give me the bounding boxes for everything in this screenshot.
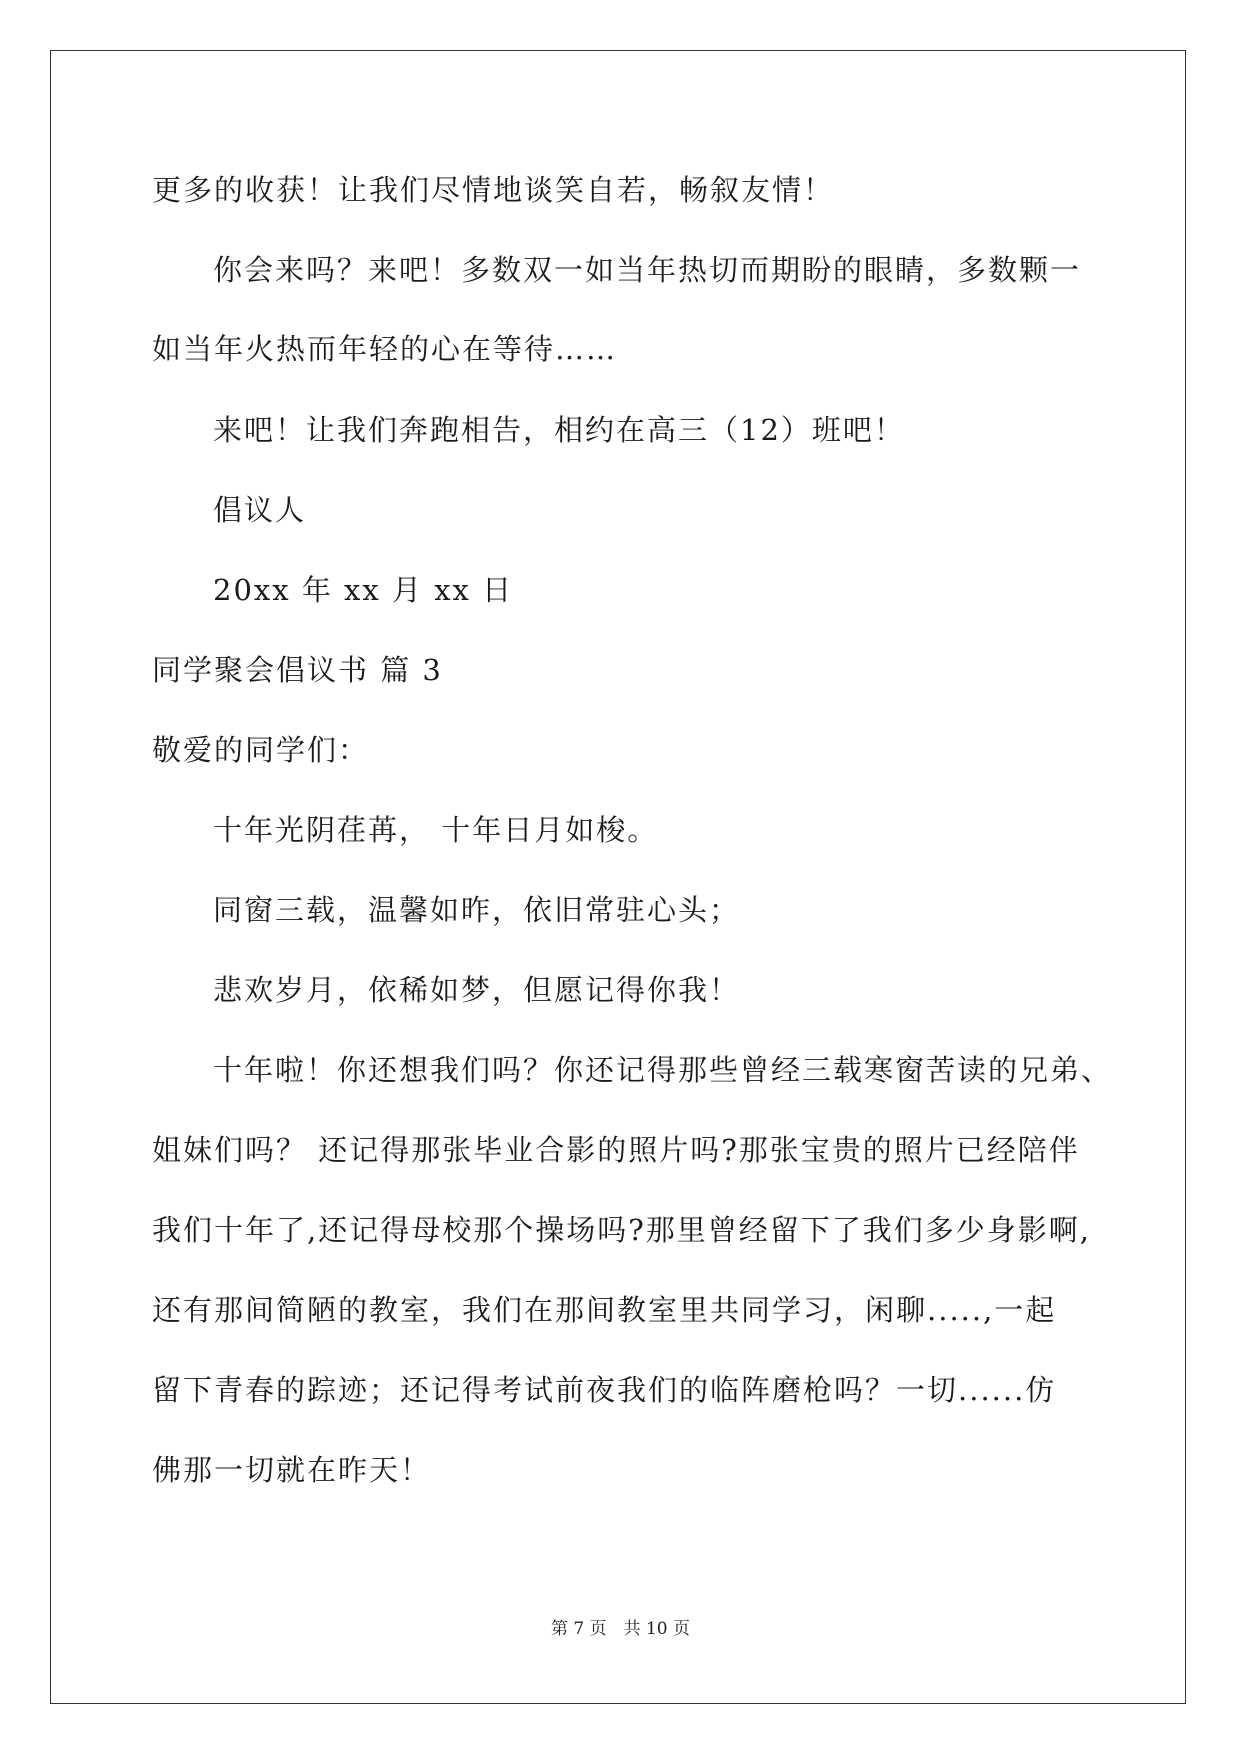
text-line: 十年光阴荏苒， 十年日月如梭。 xyxy=(213,813,659,847)
text-line: 佛那一切就在昨天！ xyxy=(152,1453,432,1487)
page-number-footer: 第 7 页 共 10 页 xyxy=(550,1619,691,1639)
text-line: 姐妹们吗？ 还记得那张毕业合影的照片吗?那张宝贵的照片已经陪伴 xyxy=(152,1133,1080,1167)
text-line: 来吧！让我们奔跑相告，相约在高三（12）班吧！ xyxy=(213,413,905,447)
text-line: 留下青春的踪迹；还记得考试前夜我们的临阵磨枪吗？一切......仿 xyxy=(152,1373,1057,1407)
text-line: 我们十年了,还记得母校那个操场吗?那里曾经留下了我们多少身影啊, xyxy=(152,1213,1091,1247)
date-line: 20xx 年 xx 月 xx 日 xyxy=(213,573,514,607)
text-line: 更多的收获！让我们尽情地谈笑自若，畅叙友情！ xyxy=(152,173,835,207)
text-line: 如当年火热而年轻的心在等待…… xyxy=(152,332,618,366)
section-heading: 同学聚会倡议书 篇 3 xyxy=(152,653,443,687)
text-line: 十年啦！你还想我们吗？你还记得那些曾经三载寒窗苦读的兄弟、 xyxy=(213,1053,1113,1087)
signer-label: 倡议人 xyxy=(213,493,307,527)
text-line: 还有那间简陋的教室，我们在那间教室里共同学习，闲聊.....,一起 xyxy=(152,1293,1057,1327)
salutation: 敬爱的同学们： xyxy=(152,733,370,767)
text-line: 悲欢岁月，依稀如梦，但愿记得你我！ xyxy=(213,973,741,1007)
text-line: 同窗三载，温馨如昨，依旧常驻心头； xyxy=(213,893,741,927)
text-line: 你会来吗？来吧！多数双一如当年热切而期盼的眼睛，多数颗一 xyxy=(213,253,1082,287)
